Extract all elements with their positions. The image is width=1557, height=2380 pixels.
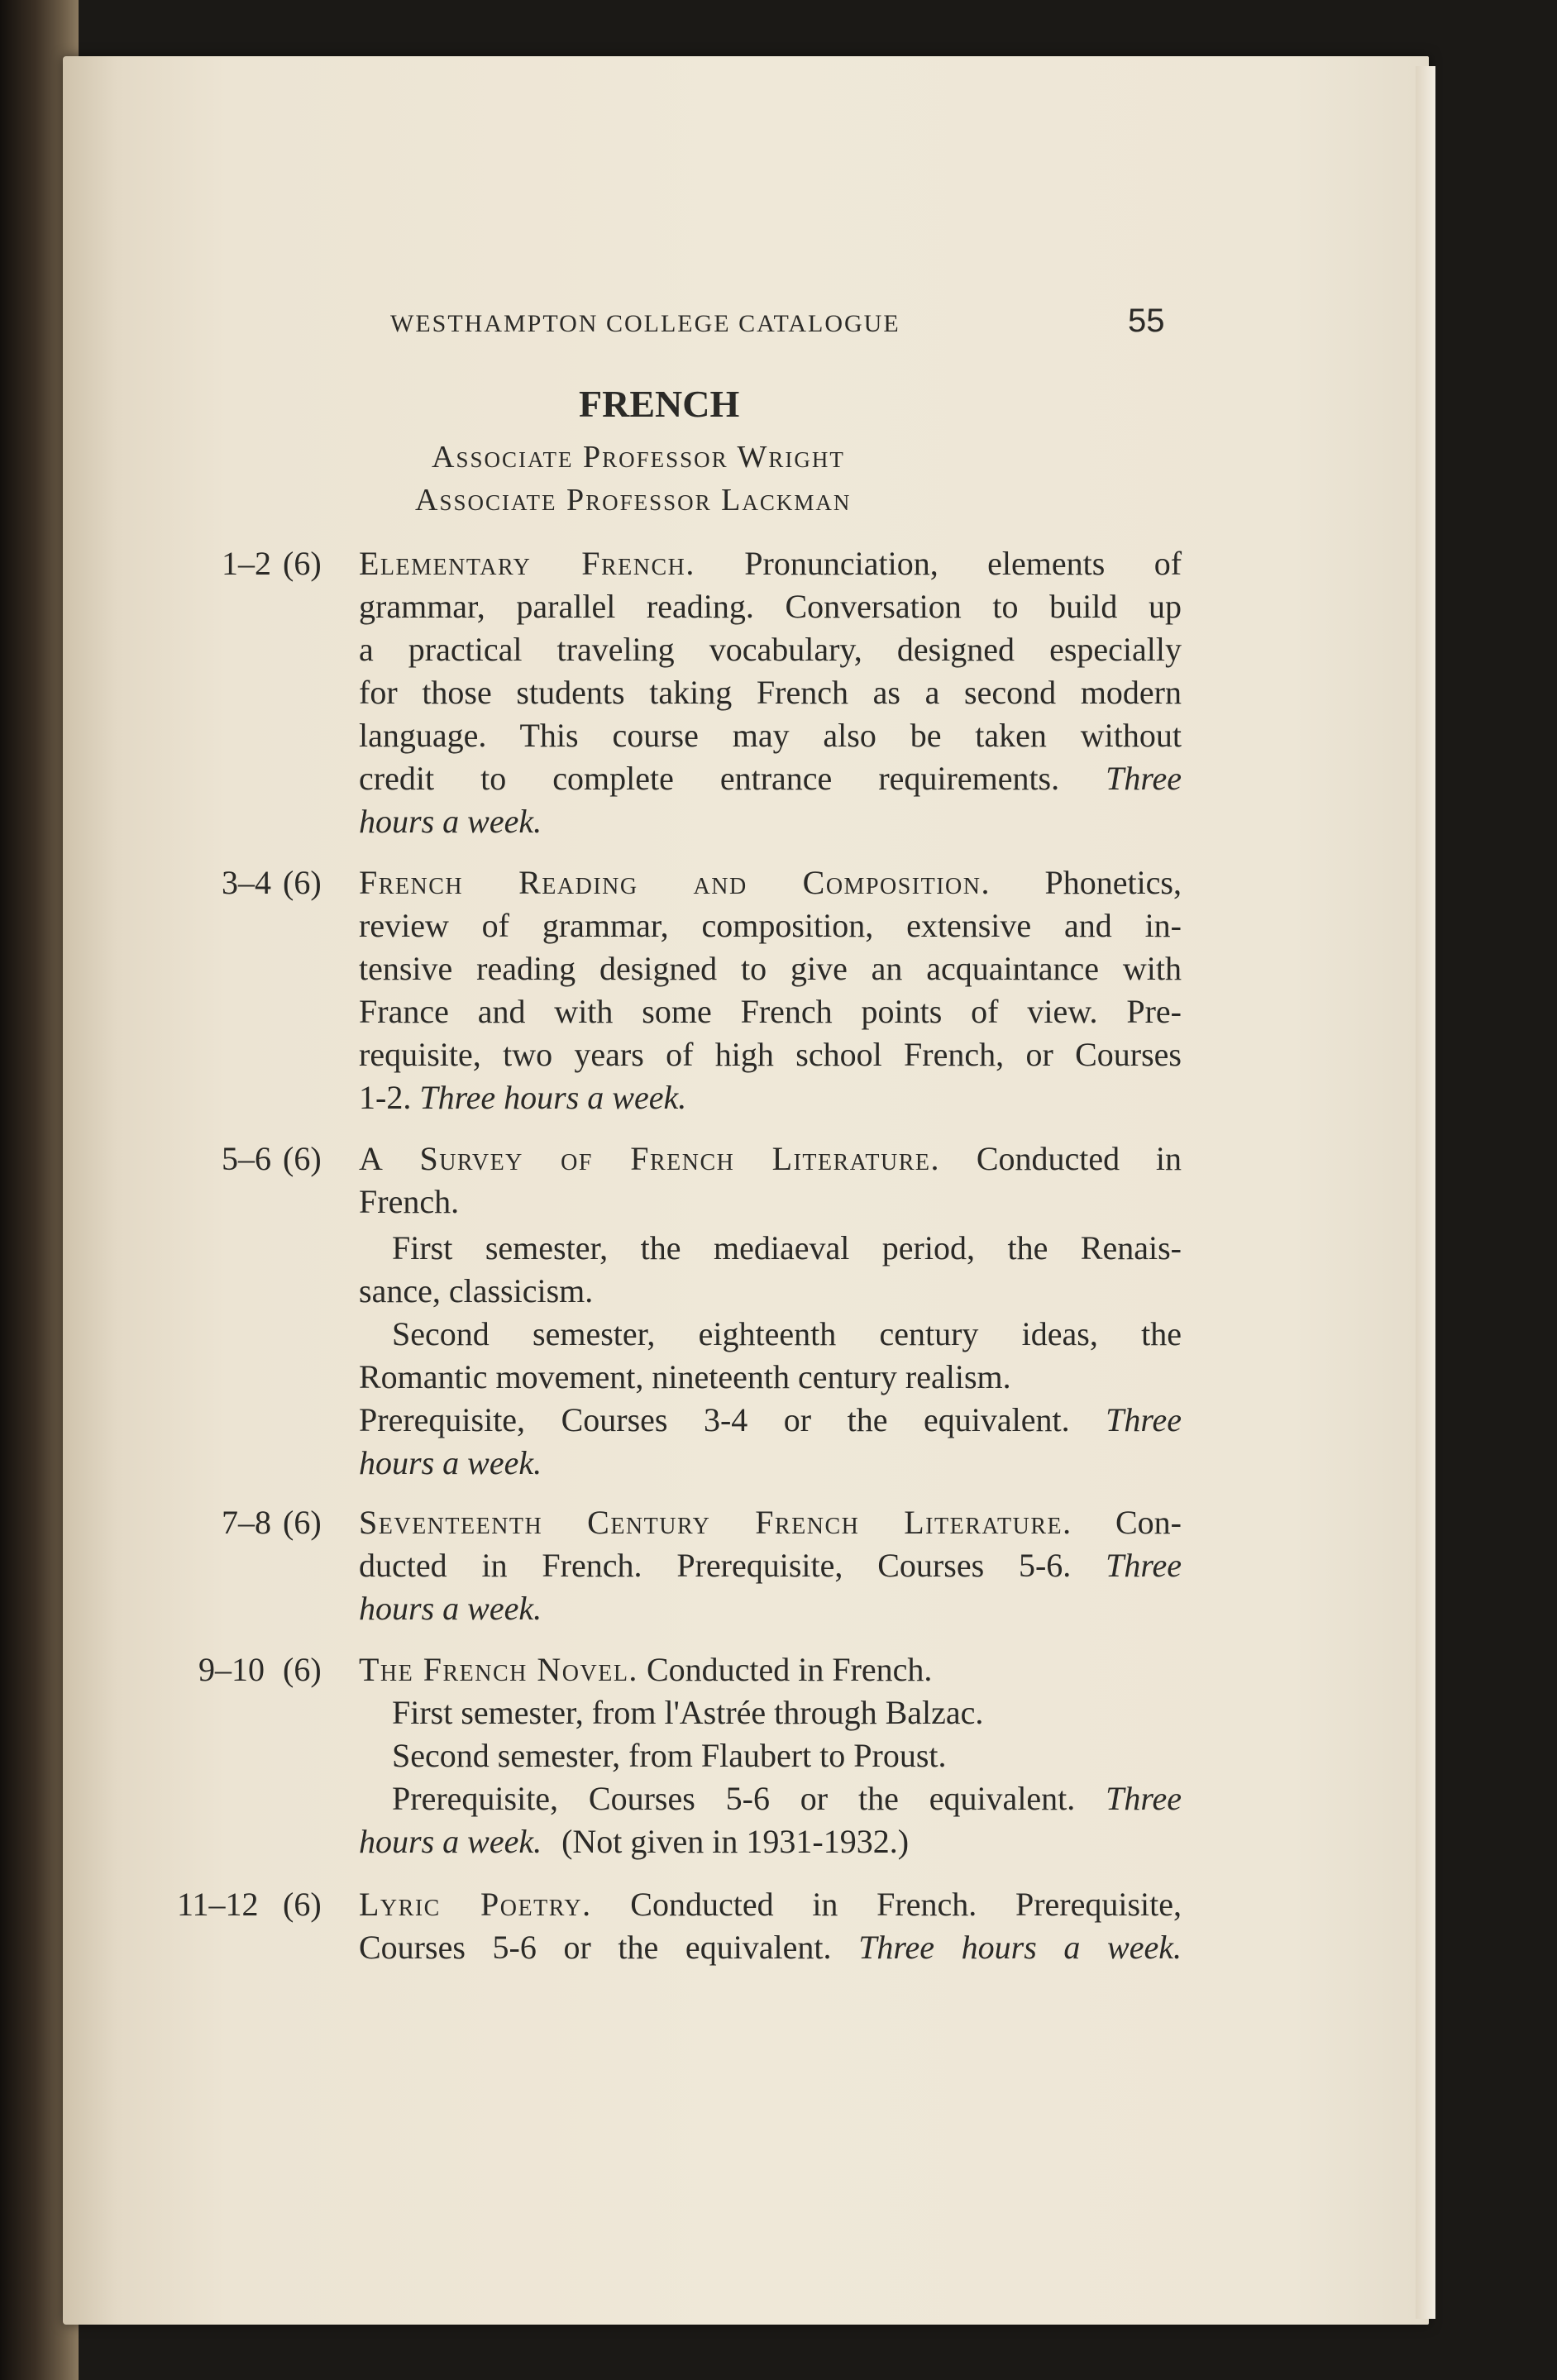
running-title: WESTHAMPTON COLLEGE CATALOGUE [390,310,900,337]
course-description: Pronunciation, elements of [744,545,1182,582]
course-description: 1-2. Three hours a week. [359,1079,687,1116]
course-first-line [359,1503,1182,1542]
course-description: requisite, two years of high school French, or Courses [359,1036,1182,1073]
course-description: French. [359,1183,460,1220]
course-first-line [359,1885,1182,1924]
course-number: 7–8 [222,1504,271,1541]
course-title: French Reading and Composition. [359,864,991,901]
course-description: tensive reading designed to give an acquaintance with [359,950,1182,987]
course-credits: (6) [283,1504,322,1541]
course-number: 1–2 [222,545,271,582]
course-description: Prerequisite, Courses 3-4 or the equivalent. Three [359,1401,1182,1438]
course-description: for those students taking French as a second modern [359,674,1182,711]
course-first-line [359,1139,1182,1178]
course-hours: hours a week. [359,803,542,840]
course-description [359,1822,909,1861]
course-description: a practical traveling vocabulary, designed especially [359,631,1182,668]
course-description: Courses 5-6 or the equivalent. Three hours a week. [359,1929,1182,1966]
course-title: Lyric Poetry. [359,1886,592,1923]
course-credits: (6) [283,1651,322,1688]
course-description: Conducted in French. Prerequisite, [630,1886,1182,1923]
course-first-line [359,863,1182,902]
faculty-member: Associate Professor Lackman [415,483,852,517]
course-description: language. This course may also be taken without [359,717,1182,754]
course-description: France and with some French points of view. Pre- [359,993,1182,1030]
course-hours: hours a week. [359,1444,542,1481]
course-description: Romantic movement, nineteenth century realism. [359,1358,1011,1395]
course-description: Second semester, eighteenth century ideas, the [392,1315,1182,1352]
course-credits: (6) [283,1140,322,1177]
course-description: credit to complete entrance requirements. Three [359,760,1182,797]
course-description: Conducted in [976,1140,1182,1177]
course-hours: Three hours a week. [419,1079,687,1116]
course-description: First semester, the mediaeval period, the Renais- [392,1229,1182,1266]
course-credits: (6) [283,1886,322,1923]
course-number: 3–4 [222,864,271,901]
course-number: 11–12 [177,1886,259,1923]
course-number: 5–6 [222,1140,271,1177]
course-credits: (6) [283,545,322,582]
course-description: Phonetics, [1044,864,1182,901]
course-hours: Three [1106,1780,1182,1817]
faculty-member: Associate Professor Wright [432,440,845,475]
course-description: ducted in French. Prerequisite, Courses 5-6. Three [359,1547,1182,1584]
course-description: sance, classicism. [359,1272,594,1309]
course-title: Elementary French. [359,545,695,582]
course-title: A Survey of French Literature. [359,1140,941,1177]
course-hours: hours a week. [359,1590,542,1627]
course-hours: Three [1106,1401,1182,1438]
course-title: Seventeenth Century French Literature. [359,1504,1072,1541]
course-hours: Three [1106,760,1182,797]
course-description: Second semester, from Flaubert to Proust. [392,1737,947,1774]
course-hours: hours a week. [359,1823,542,1860]
course-description: First semester, from l'Astrée through Balzac. [392,1694,984,1731]
department-title: FRENCH [579,383,740,425]
course-hours: Three [1106,1547,1182,1584]
course-description: review of grammar, composition, extensive and in- [359,907,1182,944]
course-note: (Not given in 1931-1932.) [561,1823,910,1860]
page-number: 55 [1128,303,1165,339]
course-description: Conducted in French. [646,1651,933,1688]
course-description: Con- [1115,1504,1182,1541]
course-description: grammar, parallel reading. Conversation to build up [359,588,1182,625]
page-stack-edge [1416,66,1435,2319]
course-first-line [359,544,1182,583]
course-title: The French Novel. [359,1651,638,1688]
course-first-line [359,1650,932,1689]
course-hours: Three hours a week. [858,1929,1182,1966]
course-number: 9–10 [198,1651,265,1688]
course-description: Prerequisite, Courses 5-6 or the equivalent. Three [392,1780,1182,1817]
catalogue-page [63,56,1429,2325]
course-credits: (6) [283,864,322,901]
